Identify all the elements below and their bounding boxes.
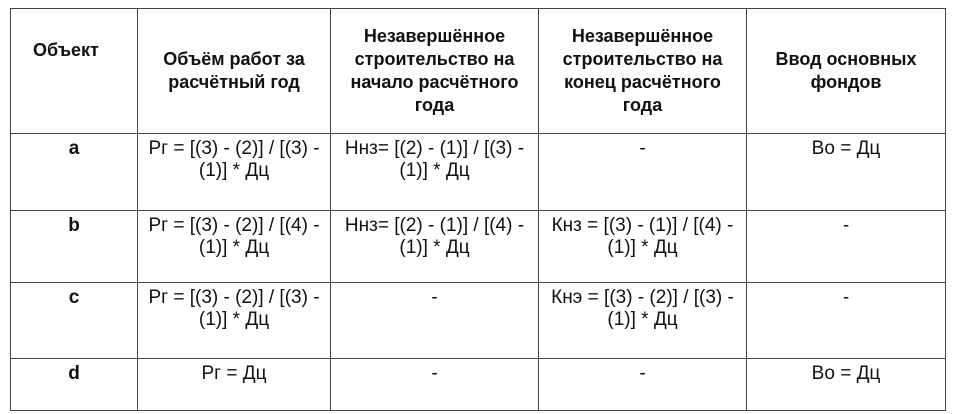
wip-end-cell: - — [539, 134, 747, 211]
volume-cell: Рг = [(3) - (2)] / [(3) - (1)] * Дц — [138, 283, 331, 359]
object-cell: c — [11, 283, 138, 359]
table-row — [11, 359, 946, 411]
table-row — [11, 134, 946, 211]
header-wip-start: Незавершённое строительство на начало расчётного года — [331, 9, 539, 134]
volume-cell: Рг = [(3) - (2)] / [(3) - (1)] * Дц — [138, 134, 331, 211]
wip-start-cell: - — [331, 359, 539, 411]
object-cell: a — [11, 134, 138, 211]
table-row — [11, 283, 946, 359]
header-fixed-assets: Ввод основных фондов — [747, 9, 946, 134]
construction-table — [10, 8, 946, 411]
fixed-assets-cell: - — [747, 283, 946, 359]
volume-cell: Рг = [(3) - (2)] / [(4) - (1)] * Дц — [138, 211, 331, 283]
header-object: Объект — [11, 9, 138, 134]
header-row — [11, 9, 946, 134]
wip-start-cell: Ннз= [(2) - (1)] / [(3) - (1)] * Дц — [331, 134, 539, 211]
wip-end-cell: Кнз = [(3) - (1)] / [(4) - (1)] * Дц — [539, 211, 747, 283]
fixed-assets-cell: Во = Дц — [747, 359, 946, 411]
wip-start-cell: - — [331, 283, 539, 359]
header-volume: Объём работ за расчётный год — [138, 9, 331, 134]
wip-end-cell: - — [539, 359, 747, 411]
wip-end-cell: Кнэ = [(3) - (2)] / [(3) - (1)] * Дц — [539, 283, 747, 359]
header-wip-end: Незавершённое строительство на конец расчётного года — [539, 9, 747, 134]
fixed-assets-cell: - — [747, 211, 946, 283]
table-row — [11, 211, 946, 283]
object-cell: b — [11, 211, 138, 283]
volume-cell: Рг = Дц — [138, 359, 331, 411]
object-cell: d — [11, 359, 138, 411]
wip-start-cell: Ннз= [(2) - (1)] / [(4) - (1)] * Дц — [331, 211, 539, 283]
fixed-assets-cell: Во = Дц — [747, 134, 946, 211]
